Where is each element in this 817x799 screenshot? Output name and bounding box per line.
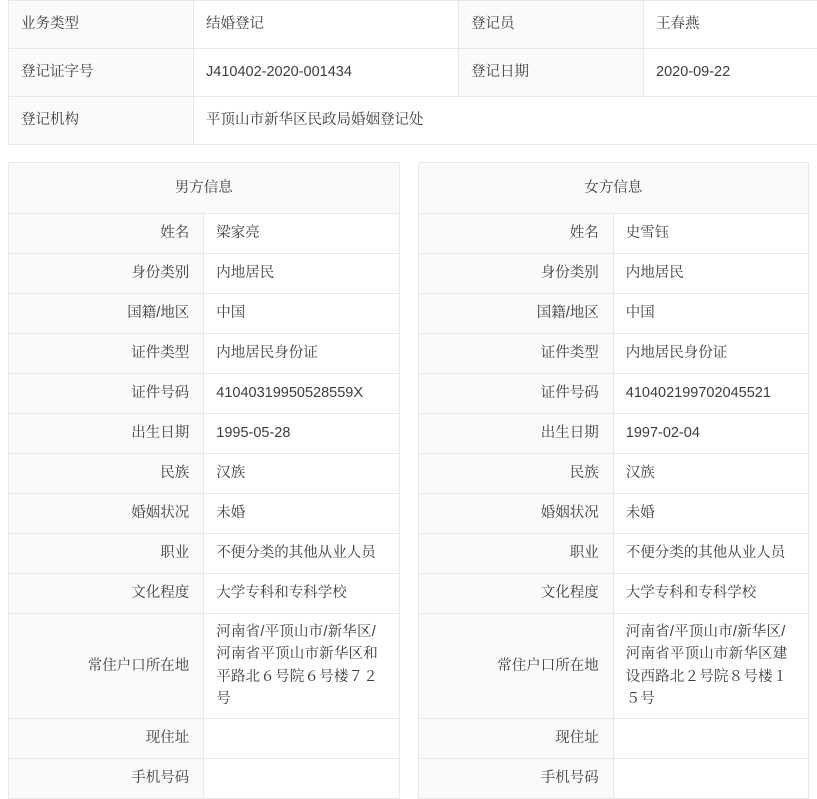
- female-label-birth-date: 出生日期: [418, 414, 613, 454]
- table-row: [9, 1, 817, 49]
- female-panel: [418, 162, 810, 799]
- male-label-current-address: 现住址: [9, 718, 204, 758]
- female-label-id-number: 证件号码: [418, 374, 613, 414]
- table-row: [418, 534, 809, 574]
- field-label-certificate-number: 登记证字号: [9, 49, 194, 97]
- female-label-marital-status: 婚姻状况: [418, 494, 613, 534]
- male-value-id-type: 内地居民身份证: [204, 334, 399, 374]
- female-value-identity-type: 内地居民: [613, 254, 808, 294]
- male-label-birth-date: 出生日期: [9, 414, 204, 454]
- male-label-nationality: 国籍/地区: [9, 294, 204, 334]
- table-row: [9, 254, 400, 294]
- female-label-phone: 手机号码: [418, 758, 613, 798]
- female-value-birth-date: 1997-02-04: [613, 414, 808, 454]
- male-value-household-address: 河南省/平顶山市/新华区/河南省平顶山市新华区和平路北６号院６号楼７２号: [204, 614, 399, 719]
- table-row: [418, 454, 809, 494]
- table-row: [9, 49, 817, 97]
- female-value-id-number: 410402199702045521: [613, 374, 808, 414]
- summary-table: [8, 0, 817, 145]
- field-value-certificate-number: J410402-2020-001434: [194, 49, 459, 97]
- table-row: [418, 718, 809, 758]
- male-label-id-number: 证件号码: [9, 374, 204, 414]
- male-panel: [8, 162, 400, 799]
- male-label-occupation: 职业: [9, 534, 204, 574]
- field-value-registration-org: 平顶山市新华区民政局婚姻登记处: [194, 97, 817, 145]
- male-label-marital-status: 婚姻状况: [9, 494, 204, 534]
- female-value-phone: [613, 758, 808, 798]
- female-label-id-type: 证件类型: [418, 334, 613, 374]
- table-row: [9, 574, 400, 614]
- female-label-ethnicity: 民族: [418, 454, 613, 494]
- female-value-ethnicity: 汉族: [613, 454, 808, 494]
- table-row: [9, 414, 400, 454]
- female-label-occupation: 职业: [418, 534, 613, 574]
- table-row: [9, 334, 400, 374]
- table-row: [9, 494, 400, 534]
- person-panels: [8, 162, 809, 799]
- female-value-household-address: 河南省/平顶山市/新华区/河南省平顶山市新华区建设西路北２号院８号楼１５号: [613, 614, 808, 719]
- female-label-household-address: 常住户口所在地: [418, 614, 613, 719]
- male-label-phone: 手机号码: [9, 758, 204, 798]
- female-panel-title: 女方信息: [418, 163, 809, 214]
- female-label-name: 姓名: [418, 214, 613, 254]
- female-value-current-address: [613, 718, 808, 758]
- table-row: [9, 758, 400, 798]
- male-value-phone: [204, 758, 399, 798]
- male-label-ethnicity: 民族: [9, 454, 204, 494]
- table-row: [9, 614, 400, 719]
- field-label-registrar: 登记员: [459, 1, 644, 49]
- male-label-household-address: 常住户口所在地: [9, 614, 204, 719]
- male-label-identity-type: 身份类别: [9, 254, 204, 294]
- female-label-identity-type: 身份类别: [418, 254, 613, 294]
- female-info-table: [418, 162, 810, 799]
- male-label-name: 姓名: [9, 214, 204, 254]
- male-value-id-number: 41040319950528559X: [204, 374, 399, 414]
- male-value-education: 大学专科和专科学校: [204, 574, 399, 614]
- table-row: [9, 97, 817, 145]
- table-row: [9, 163, 400, 214]
- male-value-identity-type: 内地居民: [204, 254, 399, 294]
- table-row: [418, 758, 809, 798]
- female-value-nationality: 中国: [613, 294, 808, 334]
- female-label-nationality: 国籍/地区: [418, 294, 613, 334]
- field-value-registration-date: 2020-09-22: [644, 49, 817, 97]
- female-label-current-address: 现住址: [418, 718, 613, 758]
- table-row: [9, 534, 400, 574]
- male-value-name: 梁家亮: [204, 214, 399, 254]
- male-panel-title: 男方信息: [9, 163, 400, 214]
- female-value-name: 史雪钰: [613, 214, 808, 254]
- table-row: [418, 574, 809, 614]
- table-row: [418, 294, 809, 334]
- female-label-education: 文化程度: [418, 574, 613, 614]
- table-row: [9, 294, 400, 334]
- table-row: [9, 454, 400, 494]
- table-row: [9, 374, 400, 414]
- field-label-registration-date: 登记日期: [459, 49, 644, 97]
- male-value-ethnicity: 汉族: [204, 454, 399, 494]
- male-info-table: [8, 162, 400, 799]
- table-row: [418, 214, 809, 254]
- table-row: [9, 718, 400, 758]
- field-label-business-type: 业务类型: [9, 1, 194, 49]
- male-value-nationality: 中国: [204, 294, 399, 334]
- female-value-id-type: 内地居民身份证: [613, 334, 808, 374]
- male-label-id-type: 证件类型: [9, 334, 204, 374]
- table-row: [9, 214, 400, 254]
- male-value-marital-status: 未婚: [204, 494, 399, 534]
- female-value-education: 大学专科和专科学校: [613, 574, 808, 614]
- male-label-education: 文化程度: [9, 574, 204, 614]
- male-value-birth-date: 1995-05-28: [204, 414, 399, 454]
- field-value-registrar: 王春燕: [644, 1, 817, 49]
- table-row: [418, 374, 809, 414]
- table-row: [418, 614, 809, 719]
- table-row: [418, 163, 809, 214]
- field-label-registration-org: 登记机构: [9, 97, 194, 145]
- female-value-marital-status: 未婚: [613, 494, 808, 534]
- male-value-current-address: [204, 718, 399, 758]
- field-value-business-type: 结婚登记: [194, 1, 459, 49]
- table-row: [418, 414, 809, 454]
- male-value-occupation: 不便分类的其他从业人员: [204, 534, 399, 574]
- table-row: [418, 334, 809, 374]
- female-value-occupation: 不便分类的其他从业人员: [613, 534, 808, 574]
- table-row: [418, 494, 809, 534]
- table-row: [418, 254, 809, 294]
